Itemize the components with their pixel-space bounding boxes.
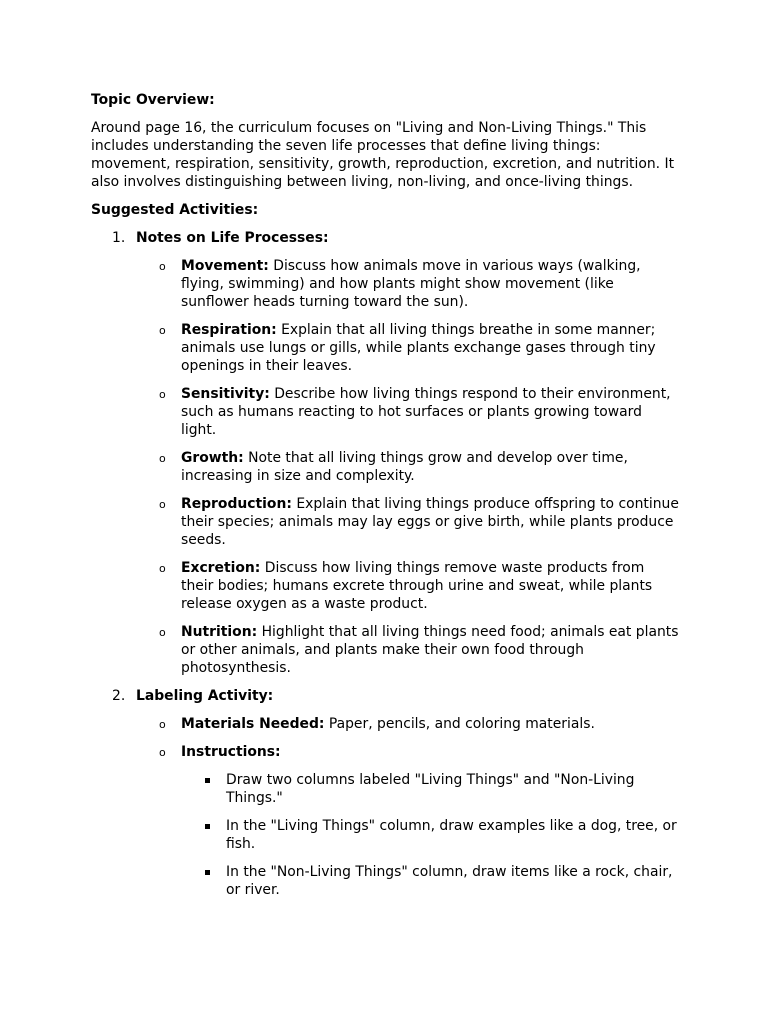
term-label: Movement: [181, 258, 269, 274]
term-description: Discuss how animals move in various ways (walking, flying, swimming) and how plants might show movement (like sunflower heads turning toward the sun). [181, 258, 641, 310]
term-description: Discuss how living things remove waste products from their bodies; humans excrete through urine and sweat, while plants release oxygen as a waste product. [181, 560, 653, 612]
life-processes-list [136, 257, 681, 677]
bullet-marker: o [159, 260, 166, 273]
term-label: Respiration: [181, 322, 277, 338]
list-item-growth [136, 449, 681, 485]
square-bullet-icon [205, 870, 210, 875]
bullet-marker: o [159, 562, 166, 575]
activity-item-life-processes [91, 229, 681, 677]
document-content [91, 91, 681, 909]
list-item-excretion [136, 559, 681, 613]
activity-title: Labeling Activity: [136, 688, 274, 704]
activity-item-labeling [91, 687, 681, 899]
term-label: Excretion: [181, 560, 261, 576]
bullet-marker: o [159, 498, 166, 511]
square-bullet-icon [205, 824, 210, 829]
bullet-marker: o [159, 626, 166, 639]
term-label: Sensitivity: [181, 386, 270, 402]
list-item-sensitivity [136, 385, 681, 439]
instruction-step [181, 863, 681, 899]
term-description: Highlight that all living things need food; animals eat plants or other animals, and plants make their own food through photosynthesis. [181, 624, 679, 676]
list-item-respiration [136, 321, 681, 375]
term-label: Growth: [181, 450, 244, 466]
instruction-steps-list [181, 771, 681, 899]
term-label: Materials Needed: [181, 716, 325, 732]
bullet-marker: o [159, 746, 166, 759]
term-description: Note that all living things grow and develop over time, increasing in size and complexity. [181, 450, 628, 484]
instruction-step-text: In the "Living Things" column, draw examples like a dog, tree, or fish. [226, 818, 677, 852]
bullet-marker: o [159, 452, 166, 465]
activities-heading: Suggested Activities: [91, 202, 259, 218]
instruction-step-text: In the "Non-Living Things" column, draw items like a rock, chair, or river. [226, 864, 673, 898]
instruction-step [181, 771, 681, 807]
term-label: Nutrition: [181, 624, 258, 640]
list-item-movement [136, 257, 681, 311]
activity-title: Notes on Life Processes: [136, 230, 329, 246]
list-item-nutrition [136, 623, 681, 677]
list-item-materials [136, 715, 681, 733]
bullet-marker: o [159, 324, 166, 337]
term-label: Reproduction: [181, 496, 292, 512]
list-number: 2. [112, 688, 126, 704]
instruction-step-text: Draw two columns labeled "Living Things" and "Non-Living Things." [226, 772, 635, 806]
term-description: Explain that living things produce offspring to continue their species; animals may lay eggs or give birth, while plants produce seeds. [181, 496, 679, 548]
list-item-instructions [136, 743, 681, 899]
term-description: Paper, pencils, and coloring materials. [324, 716, 595, 732]
square-bullet-icon [205, 778, 210, 783]
overview-heading: Topic Overview: [91, 92, 215, 108]
overview-paragraph: Around page 16, the curriculum focuses on "Living and Non-Living Things." This includes understanding the seven life processes that define living things: movement, respiration, sensitivity, growth, reproduction, excretion, and nutrition. It also involves distinguishing between living, non-living, and once-living things. [91, 120, 675, 190]
instruction-step [181, 817, 681, 853]
term-description: Explain that all living things breathe in some manner; animals use lungs or gills, while plants exchange gases through tiny openings in their leaves. [181, 322, 656, 374]
bullet-marker: o [159, 718, 166, 731]
labeling-details-list [136, 715, 681, 899]
term-description: Describe how living things respond to their environment, such as humans reacting to hot surfaces or plants growing toward light. [181, 386, 671, 438]
list-number: 1. [112, 230, 126, 246]
bullet-marker: o [159, 388, 166, 401]
term-label: Instructions: [181, 744, 281, 760]
list-item-reproduction [136, 495, 681, 549]
